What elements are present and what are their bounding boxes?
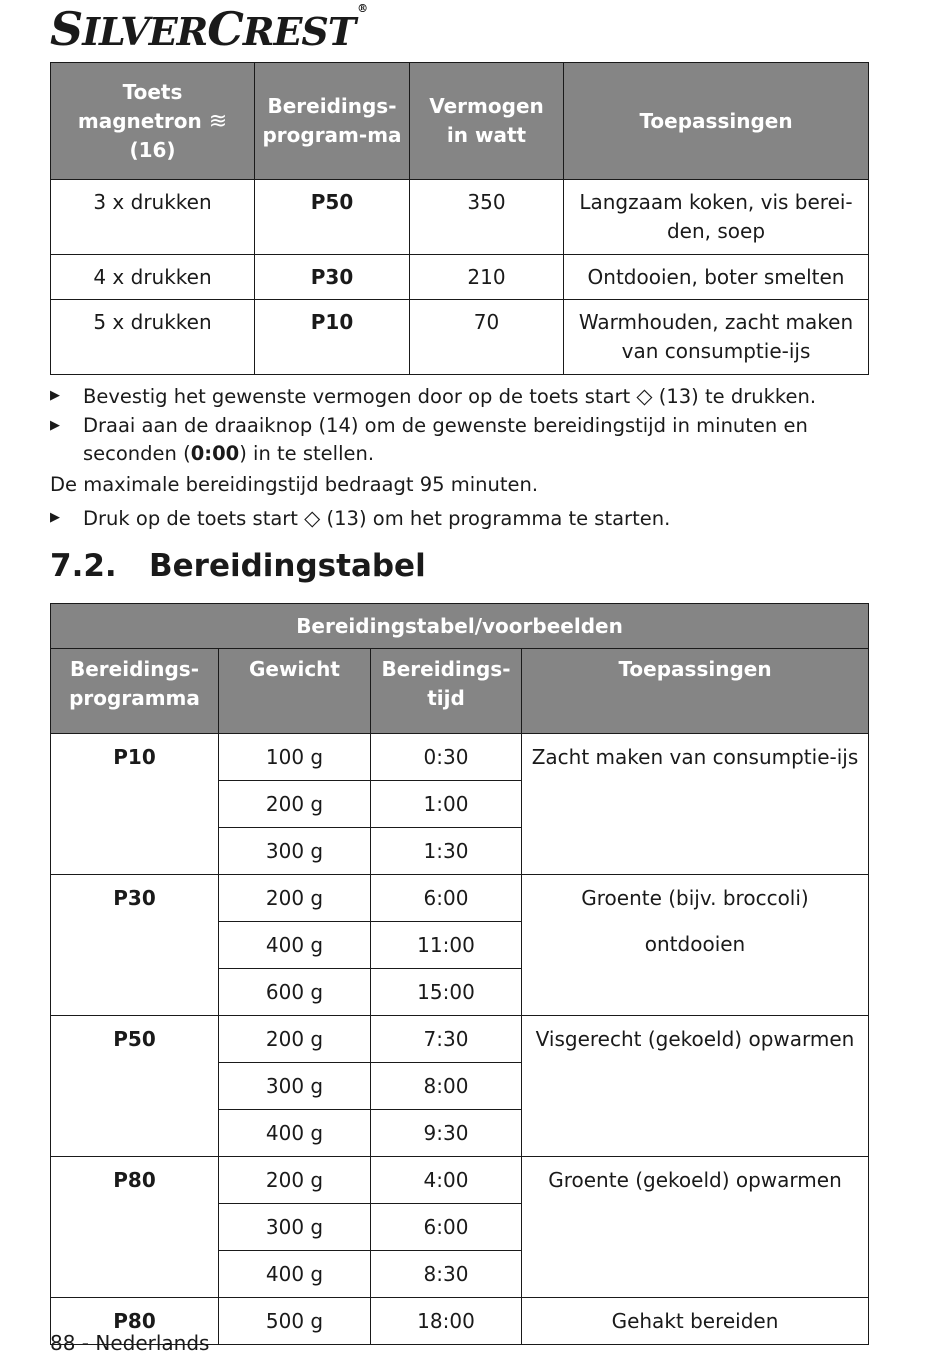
cell-toepassing: Groente (bijv. broccoli) ontdooien — [522, 875, 869, 1016]
cell-tijd: 6:00 — [371, 875, 522, 922]
page-footer: 88 - Nederlands — [50, 1331, 210, 1355]
bullet-arrow-icon: ▶ — [50, 418, 60, 433]
cell-tijd: 8:00 — [371, 1063, 522, 1110]
start-key-icon: ◇ — [304, 506, 321, 530]
cell-programma: P50 — [255, 180, 410, 255]
cell-gewicht: 200 g — [219, 1157, 371, 1204]
section-number: 7.2. — [50, 548, 117, 584]
table-row — [51, 1157, 869, 1204]
cell-tijd: 7:30 — [371, 1016, 522, 1063]
cell-vermogen: 210 — [410, 255, 564, 300]
cell-gewicht: 200 g — [219, 781, 371, 828]
power-levels-table — [50, 62, 869, 375]
header-programma: Bereidings-program-ma — [255, 63, 410, 180]
header-toets: Toets magnetron ≋ (16) — [51, 63, 255, 180]
cell-tijd: 15:00 — [371, 969, 522, 1016]
cell-toepassing: Warmhouden, zacht maken van consumptie-ijs — [564, 300, 869, 375]
cell-gewicht: 500 g — [219, 1298, 371, 1345]
table-header-row — [51, 63, 869, 180]
cell-vermogen: 350 — [410, 180, 564, 255]
cell-gewicht: 300 g — [219, 1063, 371, 1110]
cell-programma: P80 — [51, 1298, 219, 1345]
cell-programma: P10 — [255, 300, 410, 375]
cell-tijd: 18:00 — [371, 1298, 522, 1345]
cell-programma: P10 — [51, 734, 219, 875]
table-row — [51, 734, 869, 781]
cell-gewicht: 400 g — [219, 922, 371, 969]
cell-tijd: 0:30 — [371, 734, 522, 781]
section-heading — [50, 548, 426, 584]
cell-gewicht: 300 g — [219, 1204, 371, 1251]
header-toepassingen: Toepassingen — [564, 63, 869, 180]
cell-toepassing: Visgerecht (gekoeld) opwarmen — [522, 1016, 869, 1157]
header-programma: Bereidings-programma — [51, 649, 219, 734]
cell-toepassing: Groente (gekoeld) opwarmen — [522, 1157, 869, 1298]
registered-mark: ® — [357, 2, 368, 15]
cell-gewicht: 200 g — [219, 875, 371, 922]
table-row — [51, 1016, 869, 1063]
instruction-bullet: ▶ Bevestig het gewenste vermogen door op de toets start ◇ (13) te drukken. — [50, 384, 817, 408]
cell-vermogen: 70 — [410, 300, 564, 375]
cell-tijd: 4:00 — [371, 1157, 522, 1204]
section-title: Bereidingstabel — [149, 548, 426, 584]
cell-tijd: 6:00 — [371, 1204, 522, 1251]
cell-gewicht: 200 g — [219, 1016, 371, 1063]
table-caption-row — [51, 604, 869, 649]
cell-gewicht: 100 g — [219, 734, 371, 781]
table-header-row — [51, 649, 869, 734]
header-tijd: Bereidings-tijd — [371, 649, 522, 734]
cell-gewicht: 400 g — [219, 1110, 371, 1157]
instruction-bullet: ▶ Druk op de toets start ◇ (13) om het programma te starten. — [50, 506, 671, 530]
table-row — [51, 875, 869, 922]
cell-tijd: 11:00 — [371, 922, 522, 969]
bullet-arrow-icon: ▶ — [50, 388, 60, 403]
cell-tijd: 9:30 — [371, 1110, 522, 1157]
silvercrest-logo: SILVERCREST® — [50, 2, 368, 56]
cell-toets: 5 x drukken — [51, 300, 255, 375]
header-vermogen: Vermogen in watt — [410, 63, 564, 180]
cell-tijd: 1:00 — [371, 781, 522, 828]
table-row — [51, 180, 869, 255]
cell-toepassing: Zacht maken van consumptie-ijs — [522, 734, 869, 875]
cell-toets: 4 x drukken — [51, 255, 255, 300]
cell-toepassing: Langzaam koken, vis berei-den, soep — [564, 180, 869, 255]
cell-programma: P80 — [51, 1157, 219, 1298]
cell-gewicht: 300 g — [219, 828, 371, 875]
instruction-bullet: ▶ Draai aan de draaiknop (14) om de gewenste bereidingstijd in minuten en seconden (0:00) in te stellen. — [50, 414, 808, 465]
table-row — [51, 300, 869, 375]
cell-toepassing: Gehakt bereiden — [522, 1298, 869, 1345]
cell-gewicht: 600 g — [219, 969, 371, 1016]
cell-tijd: 8:30 — [371, 1251, 522, 1298]
cell-tijd: 1:30 — [371, 828, 522, 875]
cell-toets: 3 x drukken — [51, 180, 255, 255]
cell-programma: P50 — [51, 1016, 219, 1157]
header-gewicht: Gewicht — [219, 649, 371, 734]
header-toepassingen: Toepassingen — [522, 649, 869, 734]
table-caption: Bereidingstabel/voorbeelden — [51, 604, 869, 649]
start-key-icon: ◇ — [636, 384, 653, 408]
microwave-waves-icon: ≋ — [208, 108, 228, 134]
cell-gewicht: 400 g — [219, 1251, 371, 1298]
bullet-arrow-icon: ▶ — [50, 510, 60, 525]
table-row — [51, 255, 869, 300]
cell-toepassing: Ontdooien, boter smelten — [564, 255, 869, 300]
cell-programma: P30 — [51, 875, 219, 1016]
cell-programma: P30 — [255, 255, 410, 300]
max-time-note: De maximale bereidingstijd bedraagt 95 minuten. — [50, 473, 539, 496]
cooking-table — [50, 603, 869, 1345]
